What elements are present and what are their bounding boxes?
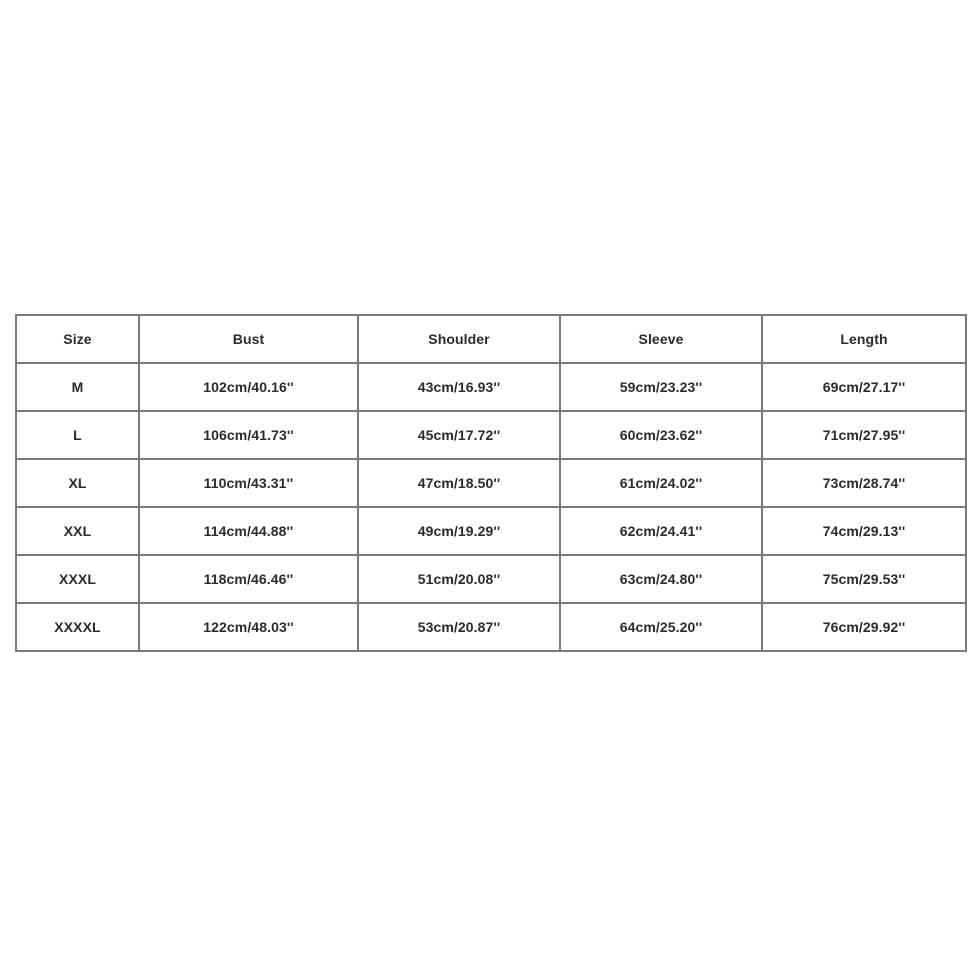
table-row xyxy=(16,363,966,411)
header-row xyxy=(16,315,966,363)
table-row xyxy=(16,603,966,651)
cell-size: L xyxy=(16,411,139,459)
header-size: Size xyxy=(16,315,139,363)
cell-length: 71cm/27.95'' xyxy=(762,411,966,459)
cell-size: XXXXL xyxy=(16,603,139,651)
size-chart-table xyxy=(15,314,967,652)
cell-sleeve: 61cm/24.02'' xyxy=(560,459,762,507)
header-sleeve: Sleeve xyxy=(560,315,762,363)
cell-sleeve: 63cm/24.80'' xyxy=(560,555,762,603)
table-row xyxy=(16,411,966,459)
header-length: Length xyxy=(762,315,966,363)
cell-length: 69cm/27.17'' xyxy=(762,363,966,411)
cell-size: XL xyxy=(16,459,139,507)
cell-sleeve: 59cm/23.23'' xyxy=(560,363,762,411)
cell-bust: 106cm/41.73'' xyxy=(139,411,358,459)
cell-size: M xyxy=(16,363,139,411)
cell-bust: 118cm/46.46'' xyxy=(139,555,358,603)
cell-length: 76cm/29.92'' xyxy=(762,603,966,651)
cell-shoulder: 47cm/18.50'' xyxy=(358,459,560,507)
cell-bust: 114cm/44.88'' xyxy=(139,507,358,555)
cell-size: XXXL xyxy=(16,555,139,603)
cell-length: 74cm/29.13'' xyxy=(762,507,966,555)
header-shoulder: Shoulder xyxy=(358,315,560,363)
table-row xyxy=(16,507,966,555)
size-chart-header xyxy=(16,315,966,363)
cell-sleeve: 64cm/25.20'' xyxy=(560,603,762,651)
cell-bust: 102cm/40.16'' xyxy=(139,363,358,411)
cell-length: 73cm/28.74'' xyxy=(762,459,966,507)
cell-shoulder: 43cm/16.93'' xyxy=(358,363,560,411)
header-bust: Bust xyxy=(139,315,358,363)
cell-size: XXL xyxy=(16,507,139,555)
cell-shoulder: 49cm/19.29'' xyxy=(358,507,560,555)
cell-shoulder: 53cm/20.87'' xyxy=(358,603,560,651)
cell-bust: 110cm/43.31'' xyxy=(139,459,358,507)
cell-sleeve: 60cm/23.62'' xyxy=(560,411,762,459)
size-chart-body xyxy=(16,363,966,651)
cell-shoulder: 51cm/20.08'' xyxy=(358,555,560,603)
cell-sleeve: 62cm/24.41'' xyxy=(560,507,762,555)
cell-shoulder: 45cm/17.72'' xyxy=(358,411,560,459)
table-row xyxy=(16,555,966,603)
cell-bust: 122cm/48.03'' xyxy=(139,603,358,651)
cell-length: 75cm/29.53'' xyxy=(762,555,966,603)
table-row xyxy=(16,459,966,507)
